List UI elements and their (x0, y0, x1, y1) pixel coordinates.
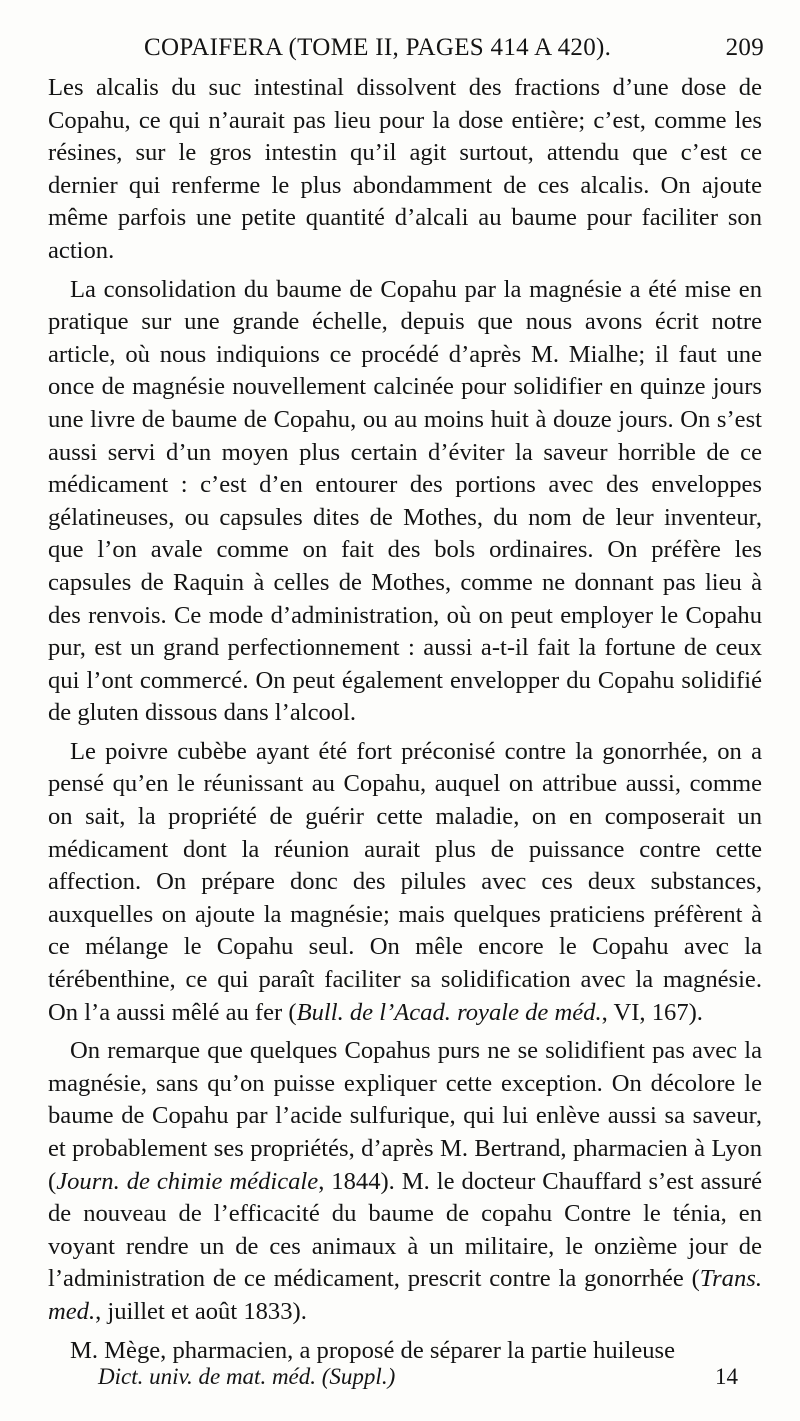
page-number: 209 (725, 34, 764, 61)
paragraph-5 (48, 1335, 762, 1368)
paragraph-3-text: Le poivre cubèbe ayant été fort préconisé contre la gonorrhée, on a pensé qu’en le réunissant au Copahu, auquel on attribue aussi, comme on sait, la propriété de guérir cette maladie, on en composerait un médicament dont la réunion aurait plus de puissance contre cette affection. On prépare donc des pilules avec ces deux substances, auxquelles on ajoute la magnésie; mais quelques praticiens préfèrent à ce mélange le Copahu seul. On mêle encore le Copahu avec la térébenthine, ce qui paraît faciliter sa solidification avec la magnésie. On l’a aussi mêlé au fer ( (48, 737, 762, 1026)
paragraph-4 (48, 1035, 762, 1328)
footer-source: Dict. univ. de mat. méd. (Suppl.) (98, 1364, 396, 1389)
paragraph-4-citation-tail: , 1844). M. le docteur Chauffard s’est assuré de nouveau de l’efficacité du baume de copahu Contre le ténia, en voyant rendre un de ces animaux à un militaire, le onzième jour de l’administration de ce médicament, prescrit contre la gonorrhée ( (48, 1167, 762, 1293)
paragraph-4-text: On remarque que quelques Copahus purs ne se solidifient pas avec la magnésie, sans qu’on puisse expliquer cette exception. On décolore le baume de Copahu par l’acide sulfurique, qui lui enlève aussi sa saveur, et probablement ses propriétés, d’après M. Bertrand, pharmacien à Lyon ( (48, 1037, 762, 1195)
page-footer (98, 1364, 738, 1390)
running-header (48, 34, 764, 68)
paragraph-2 (48, 274, 762, 730)
paragraph-5-text: M. Mège, pharmacien, a proposé de séparer la partie huileuse (70, 1336, 676, 1364)
paragraph-4-citation-2: Trans. med. (48, 1265, 762, 1325)
paragraph-3-citation: Bull. de l’Acad. royale de méd. (296, 998, 602, 1026)
signature-mark: 14 (715, 1364, 738, 1389)
paragraph-1-text: Les alcalis du suc intestinal dissolvent des fractions d’une dose de Copahu, ce qui n’aurait pas lieu pour la dose entière; c’est, comme les résines, sur le gros intestin qu’il agit surtout, attendu que c’est ce dernier qui renferme le plus abondamment de ces alcalis. On ajoute même parfois une petite quantité d’alcali au baume pour faciliter son action. (48, 74, 762, 264)
paragraph-1 (48, 72, 762, 268)
paragraph-4-citation: Journ. de chimie médicale (56, 1167, 319, 1195)
paragraph-2-text: La consolidation du baume de Copahu par la magnésie a été mise en pratique sur une grande échelle, depuis que nous avons écrit notre article, où nous indiquions ce procédé d’après M. Mialhe; il faut une once de magnésie nouvellement calcinée pour solidifier en quinze jours une livre de baume de Copahu, ou au moins huit à douze jours. On s’est aussi servi d’un moyen plus certain d’éviter la saveur horrible de ce médicament : c’est d’en entourer des portions avec des enveloppes gélatineuses, ou capsules dites de Mothes, du nom de leur inventeur, que l’on avale comme on fait des bols ordinaires. On préfère les capsules de Raquin à celles de Mothes, comme ne donnant pas lieu à des renvois. Ce mode d’administration, où on peut employer le Copahu pur, est un grand perfectionnement : aussi a-t-il fait la fortune de ceux qui l’ont commercé. On peut également envelopper du Copahu solidifié de gluten dissous dans l’alcool. (48, 275, 762, 727)
paragraph-3-citation-tail: , VI, 167). (601, 998, 703, 1026)
paragraph-4-citation-2-tail: , juillet et août 1833). (95, 1297, 307, 1325)
body-text (48, 72, 762, 1367)
paragraph-3 (48, 736, 762, 1029)
running-title: COPAIFERA (TOME II, PAGES 414 A 420). (144, 34, 612, 61)
